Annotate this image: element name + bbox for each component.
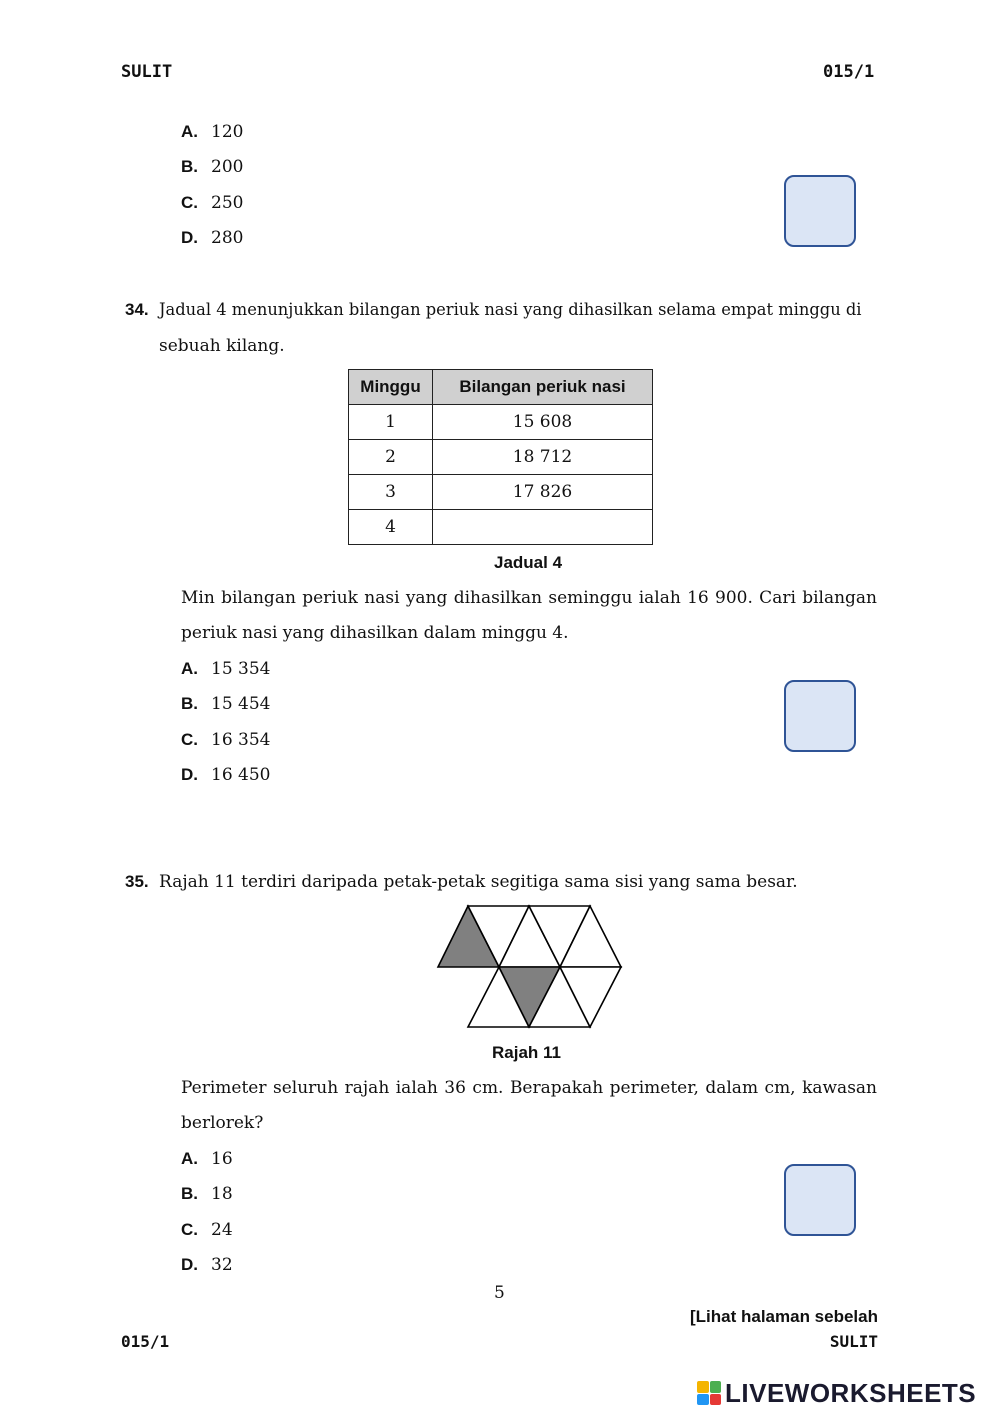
table-cell: 4 [349,510,433,545]
option-letter: C. [181,1220,198,1239]
option-text: 16 354 [211,730,271,750]
footer-left: 015/1 [121,1332,170,1351]
q34-option-c [181,730,270,750]
table-cell-blank [433,510,653,545]
option-letter: C. [181,730,198,749]
q35-option-d [181,1255,233,1275]
table-cell: 1 [349,405,433,440]
next-page-note: [Lihat halaman sebelah [690,1307,878,1326]
table-row [349,405,653,440]
option-text: 120 [211,122,244,142]
liveworksheets-brand[interactable] [697,1377,977,1408]
option-letter: A. [181,122,198,141]
table-header-bilangan: Bilangan periuk nasi [433,370,653,405]
table-cell: 15 608 [433,405,653,440]
liveworksheets-logo-icon [697,1381,721,1405]
q33-option-a [181,122,243,142]
table-cell: 17 826 [433,475,653,510]
table-cell: 2 [349,440,433,475]
page-number: 5 [494,1283,505,1303]
q35-number: 35. [125,872,149,891]
q34-option-a [181,659,270,679]
q35-option-b [181,1184,233,1204]
option-letter: A. [181,659,198,678]
option-text: 200 [211,157,244,177]
q33-option-c [181,193,243,213]
q33-option-d [181,228,243,248]
q34-question: Min bilangan periuk nasi yang dihasilkan seminggu ialah 16 900. Cari bilangan periuk nasi yang dihasilkan dalam minggu 4. [181,588,877,643]
option-text: 32 [211,1255,233,1275]
q34-option-d [181,765,270,785]
q35-answer-box[interactable] [784,1164,856,1236]
option-text: 15 454 [211,694,271,714]
rajah-11-triangle-figure [430,900,630,1035]
jadual-4-caption: Jadual 4 [494,553,563,572]
option-letter: D. [181,228,198,247]
option-text: 16 [211,1149,233,1169]
footer-right: SULIT [829,1332,878,1351]
table-cell: 18 712 [433,440,653,475]
table-row [349,440,653,475]
option-letter: D. [181,765,198,784]
option-text: 15 354 [211,659,271,679]
q34-text-line2: sebuah kilang. [159,336,285,356]
header-right: 015/1 [823,62,875,82]
option-letter: B. [181,157,198,176]
table-row [349,510,653,545]
table-row [349,475,653,510]
option-letter: A. [181,1149,198,1168]
option-text: 24 [211,1220,233,1240]
option-text: 18 [211,1184,233,1204]
option-letter: B. [181,1184,198,1203]
q34-text-line1: Jadual 4 menunjukkan bilangan periuk nasi yang dihasilkan selama empat minggu di [159,300,862,319]
q33-answer-box[interactable] [784,175,856,247]
jadual-4-table [348,369,653,545]
q34-answer-box[interactable] [784,680,856,752]
option-letter: B. [181,694,198,713]
table-cell: 3 [349,475,433,510]
option-letter: D. [181,1255,198,1274]
q35-text-line1: Rajah 11 terdiri daripada petak-petak segitiga sama sisi yang sama besar. [159,872,798,892]
q35-option-c [181,1220,233,1240]
option-text: 16 450 [211,765,271,785]
rajah-11-caption: Rajah 11 [492,1043,561,1062]
q33-option-b [181,157,243,177]
q35-question: Perimeter seluruh rajah ialah 36 cm. Berapakah perimeter, dalam cm, kawasan berlorek? [181,1078,877,1133]
brand-name: LIVEWORKSHEETS [725,1377,977,1408]
header-left: SULIT [121,62,173,82]
q34-number: 34. [125,300,149,319]
table-header-row [349,370,653,405]
option-text: 280 [211,228,244,248]
q34-option-b [181,694,270,714]
table-header-minggu: Minggu [349,370,433,405]
q35-option-a [181,1149,233,1169]
option-text: 250 [211,193,244,213]
option-letter: C. [181,193,198,212]
